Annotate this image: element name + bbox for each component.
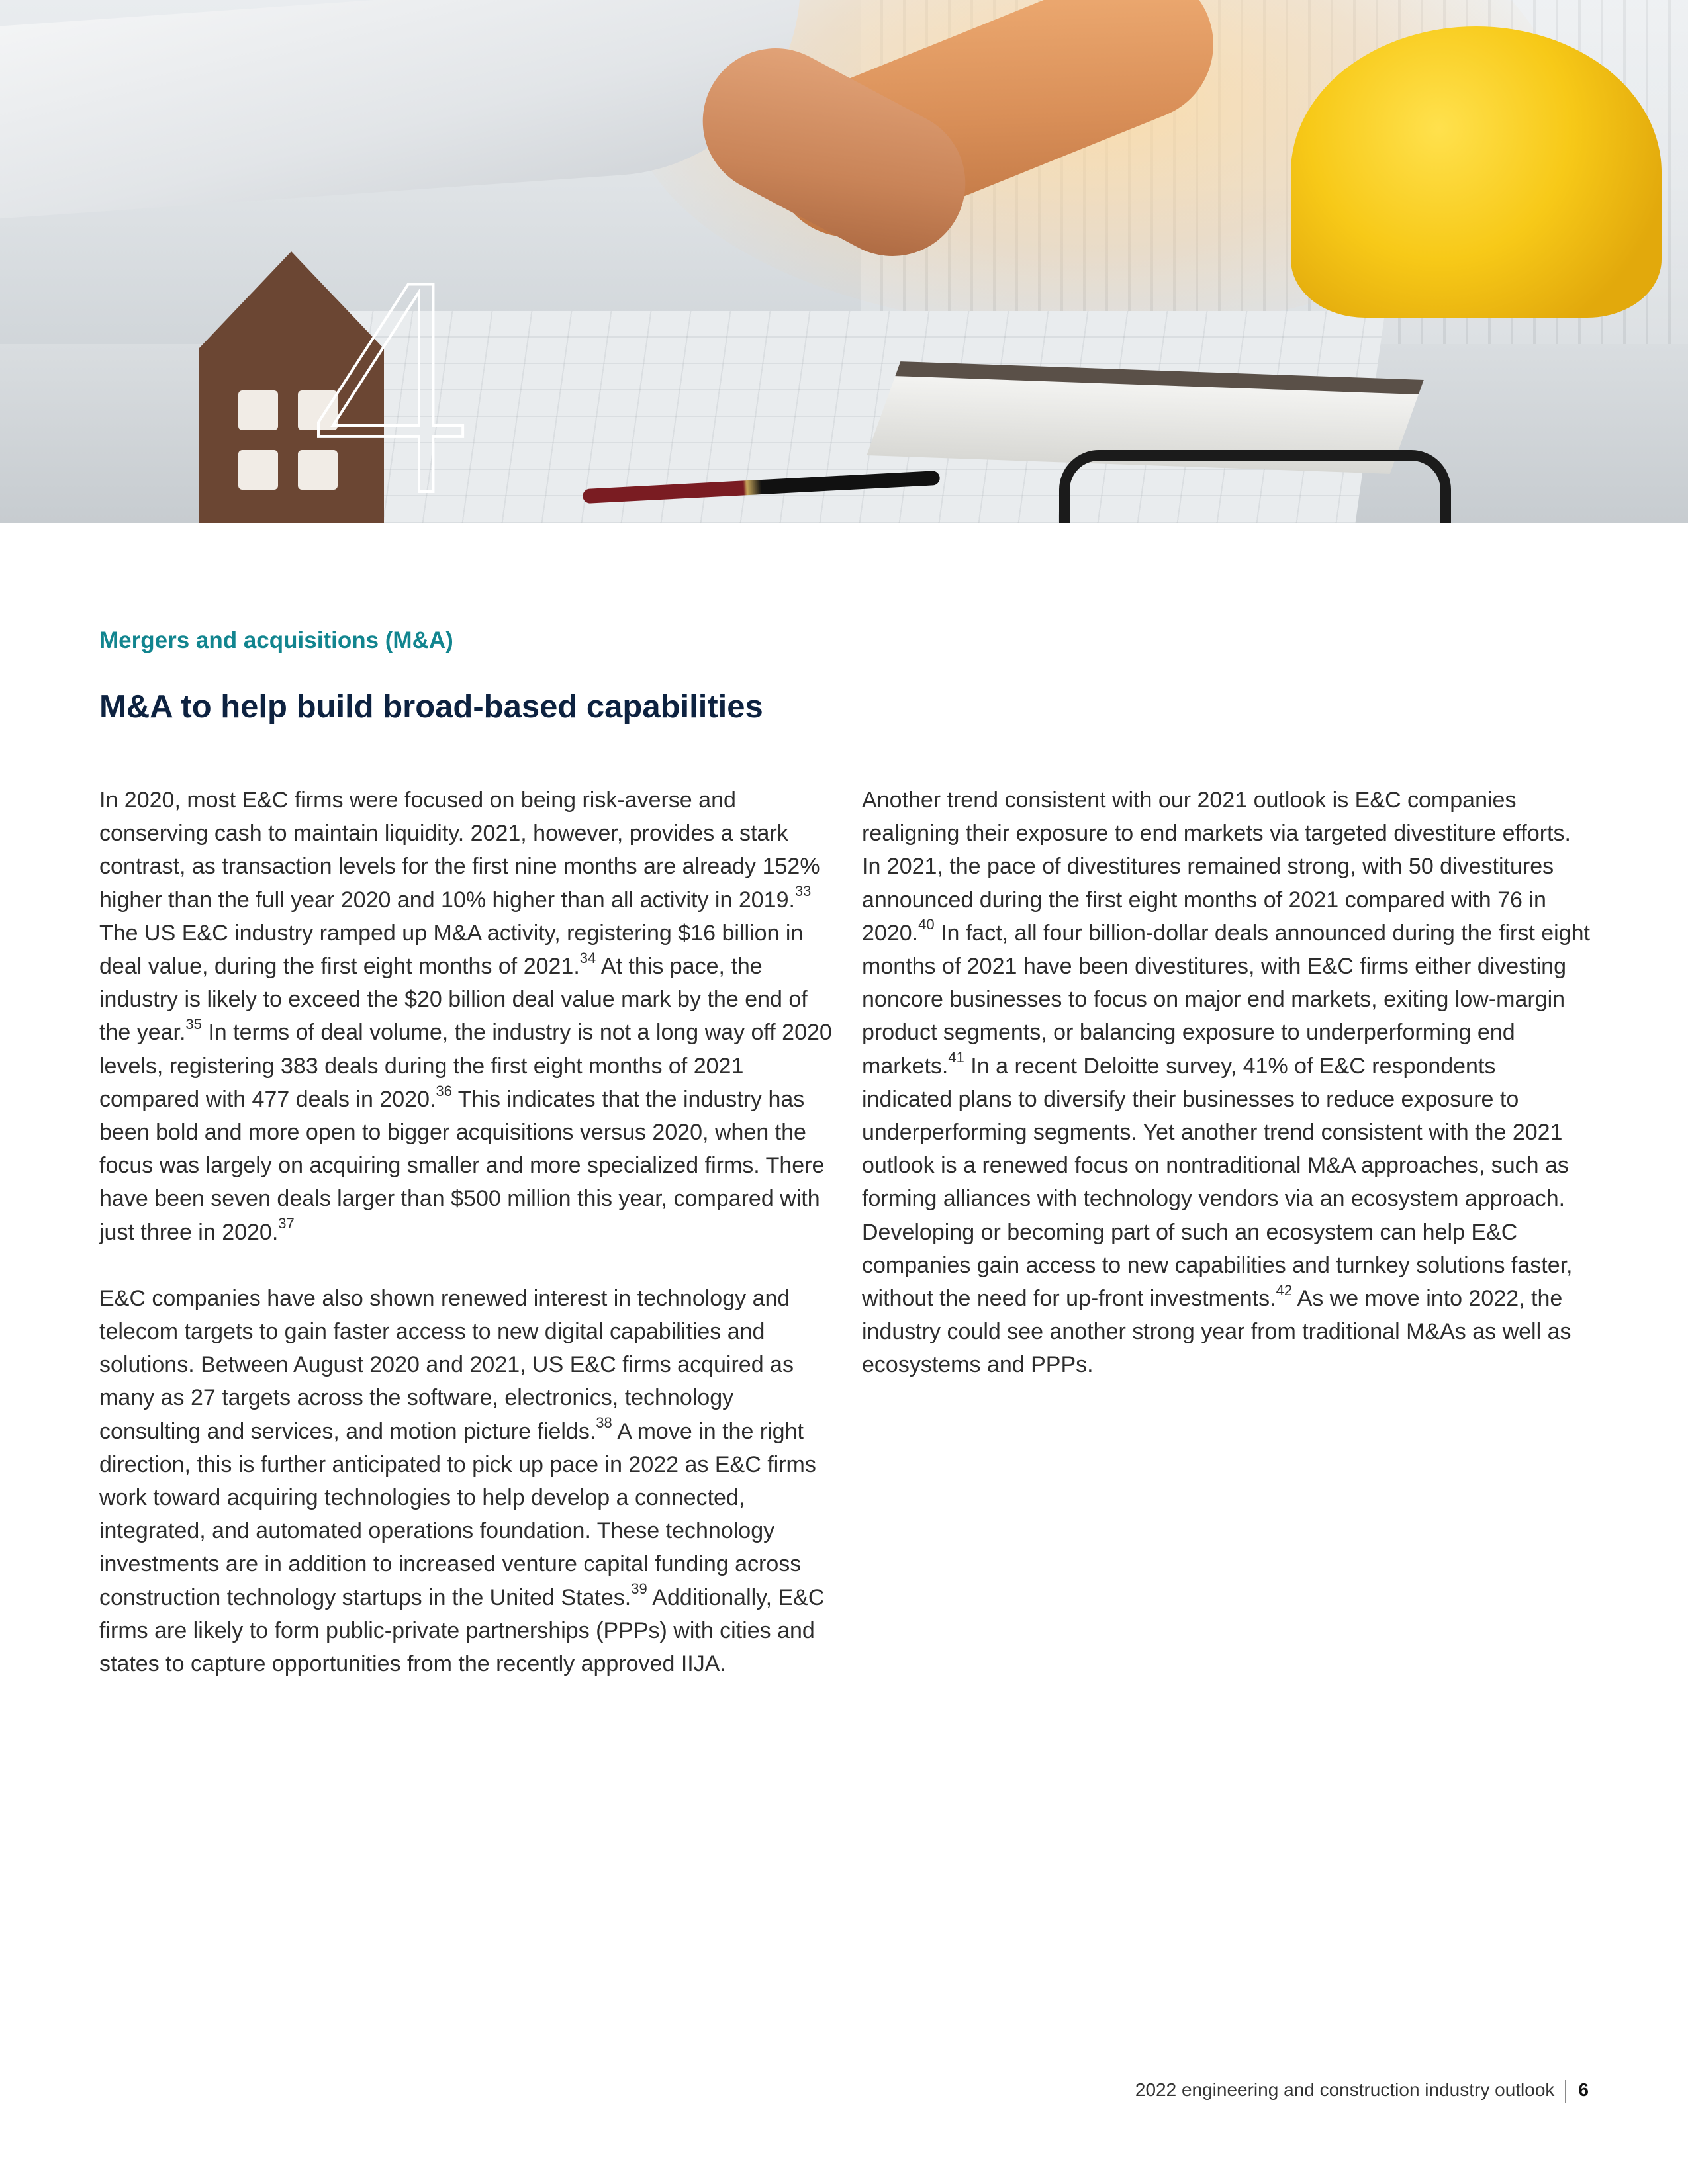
eyeglasses <box>1059 450 1451 523</box>
footer-title: 2022 engineering and construction industry outlook <box>1135 2079 1555 2100</box>
footnote-ref: 35 <box>185 1016 202 1033</box>
hero-image <box>0 0 1688 523</box>
page-title: M&A to help build broad-based capabilities <box>99 689 763 725</box>
left-column <box>99 784 834 1713</box>
footer-divider <box>1565 2080 1566 2103</box>
footnote-ref: 33 <box>794 883 812 900</box>
footnote-ref: 38 <box>596 1414 612 1432</box>
footnote-ref: 39 <box>631 1580 647 1598</box>
page-number: 6 <box>1578 2079 1589 2100</box>
footnote-ref: 34 <box>579 949 596 966</box>
footnote-ref: 42 <box>1276 1281 1293 1298</box>
section-label: Mergers and acquisitions (M&A) <box>99 627 453 653</box>
footnote-ref: 37 <box>278 1215 295 1232</box>
paragraph: E&C companies have also shown renewed interest in technology and telecom targets to gain faster access to new digital capabilities and solutions. Between August 2020 and 2021, US E&C firms acquired as many as 27 targets across the software, electronics, technology consulting and services, and motion picture fields.$^{38}$ A move in the right direction, this is further anticipated to pick up pace in 2022 as E&C firms work toward acquiring technologies to help develop a connected, integrated, and automated operations foundation. These technology investments are in addition to increased venture capital funding across construction technology startups in the United States.$^{39}$ Additionally, E&C firms are likely to form public-private partnerships (PPPs) with cities and states to capture opportunities from the recently approved IIJA. <box>99 1285 825 1677</box>
footnote-ref: 36 <box>436 1082 452 1099</box>
chapter-number: 4 <box>305 228 486 559</box>
paragraph: Another trend consistent with our 2021 outlook is E&C companies realigning their exposure to end markets via targeted divestiture efforts. In 2021, the pace of divestitures remained strong, with 50 divestitures announced during the first eight months of 2021 compared with 76 in 2020.40 In fact, all four billion-dollar deals announced during the first eight months of 2021 have been divestitures, with E&C firms either divesting noncore businesses to focus on major end markets, exiting low-margin product segments, or balancing exposure to underperforming end markets.$^{41}$ In a recent Deloitte survey, 41% of E&C respondents indicated plans to diversify their businesses to reduce exposure to underperforming segments. Yet another trend consistent with the 2021 outlook is a renewed focus on nontraditional M&A approaches, such as forming alliances with technology vendors via an ecosystem approach. Developing or becoming part of such an ecosystem can help E&C companies gain access to new capabilities and turnkey solutions faster, without the need for up-front investments.$^{42}$ As we move into 2022, the industry could see another strong year from traditional M&As as well as ecosystems and PPPs. <box>862 788 1590 1378</box>
paragraph: In 2020, most E&C firms were focused on being risk-averse and conserving cash to maintain liquidity. 2021, however, provides a stark contrast, as transaction levels for the first nine months are already 152% higher than the full year 2020 and 10% higher than all activity in 2019.33 The US E&C industry ramped up M&A activity, registering $16 billion in deal value, during the first eight months of 2021.34 At this pace, the industry is likely to exceed the $20 billion deal value mark by the end of the year.$^{35}$ In terms of deal volume, the industry is not a long way off 2020 levels, registering 383 deals during the first eight months of 2021 compared with 477 deals in 2020.36 This indicates that the industry has been bold and more open to bigger acquisitions versus 2020, when the focus was largely on acquiring smaller and more specialized firms. There have been seven deals larger than $500 million this year, compared with just three in 2020.37 <box>99 788 832 1245</box>
page-footer <box>993 2079 1589 2103</box>
right-column <box>862 784 1590 1415</box>
footnote-ref: 41 <box>948 1049 964 1066</box>
yellow-hard-hat <box>1291 26 1662 318</box>
footnote-ref: 40 <box>918 916 935 933</box>
